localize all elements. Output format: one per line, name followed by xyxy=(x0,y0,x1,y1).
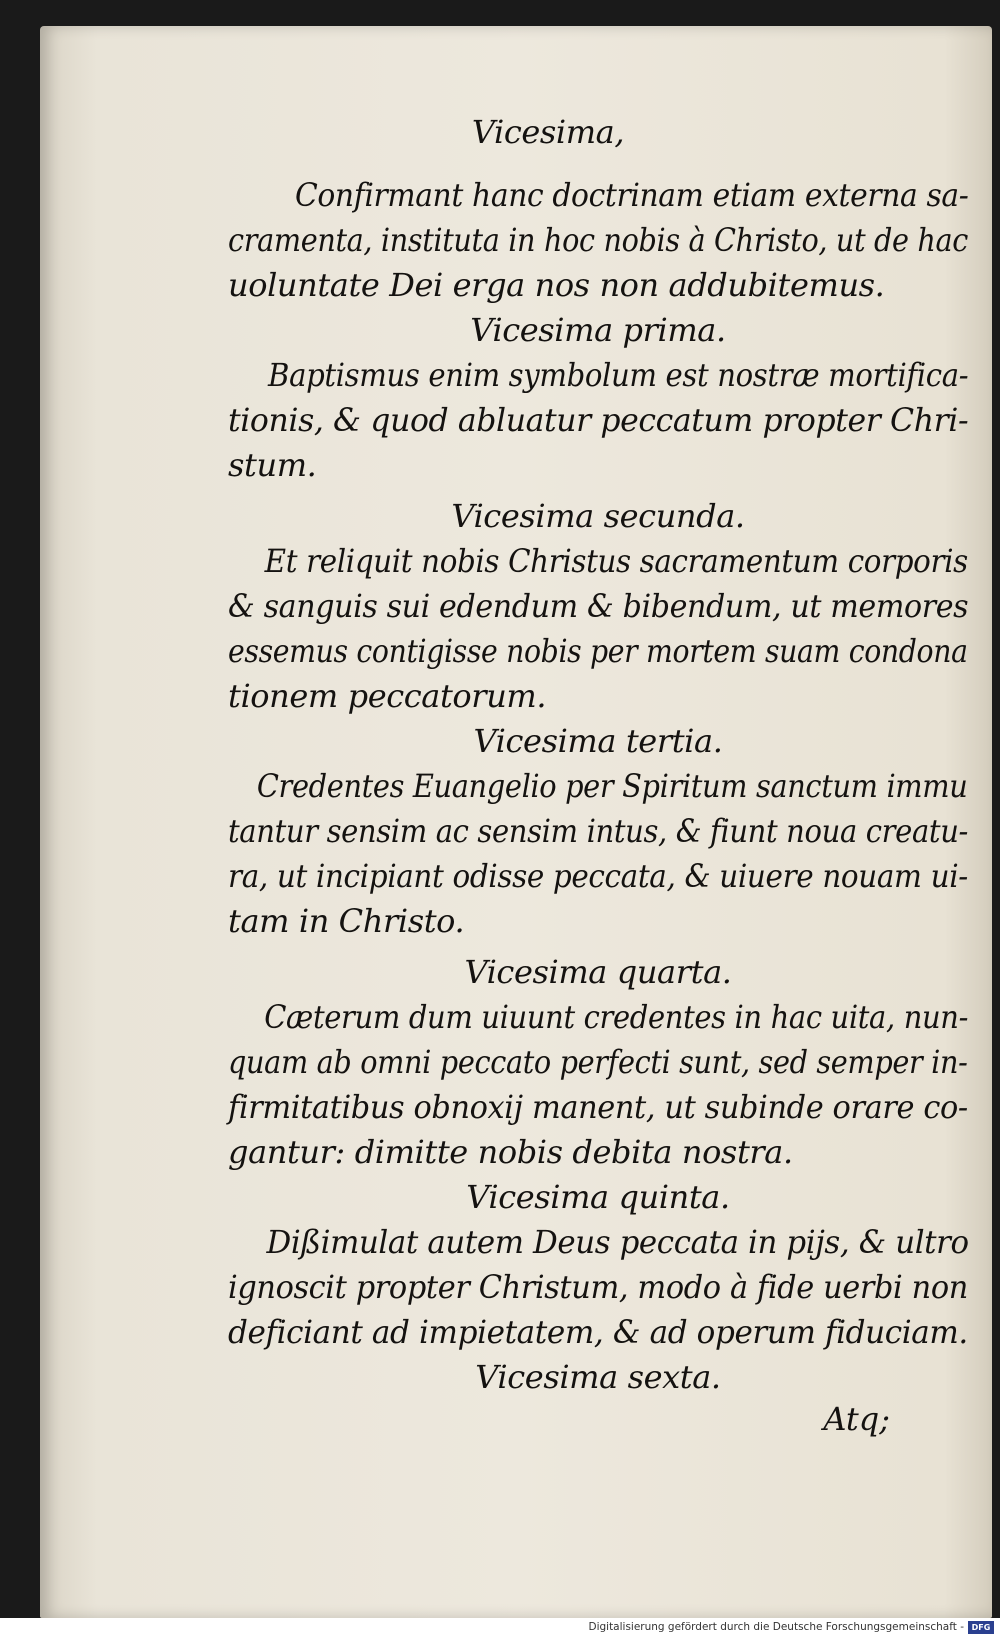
text-line: gantur: dimitte nobis debita nostra. xyxy=(228,1133,793,1171)
section-heading: Vicesima secunda. xyxy=(451,497,745,535)
paragraph xyxy=(228,764,968,944)
text-line: Et reliquit nobis Christus sacramentum corporis xyxy=(264,542,968,580)
text-line: Dißimulat autem Deus peccata in pijs, & ultro xyxy=(266,1223,969,1261)
text-line: Confirmant hanc doctrinam etiam externa sa- xyxy=(294,176,969,214)
text-line: firmitatibus obnoxij manent, ut subinde orare co- xyxy=(228,1088,968,1126)
text-line: & sanguis sui edendum & bibendum, ut memores xyxy=(228,587,969,625)
section xyxy=(248,110,968,155)
paragraph xyxy=(228,353,968,488)
page-text xyxy=(228,110,968,1400)
paragraph xyxy=(228,1220,968,1355)
text-line: stum. xyxy=(228,446,317,484)
section-heading: Vicesima quarta. xyxy=(464,953,732,991)
text-line: Baptismus enim symbolum est nostræ mortifica- xyxy=(268,356,969,394)
text-line: uoluntate Dei erga nos non addubitemus. xyxy=(228,266,885,304)
dfg-logo: DFG xyxy=(968,1621,994,1634)
paragraph xyxy=(228,995,968,1175)
section-heading: Vicesima sexta. xyxy=(475,1358,721,1396)
text-line: tantur sensim ac sensim intus, & fiunt noua creatu- xyxy=(228,812,968,850)
digitization-footer xyxy=(0,1618,1000,1637)
text-line: essemus contigisse nobis per mortem suam condona xyxy=(228,632,968,670)
section-heading: Vicesima tertia. xyxy=(473,722,723,760)
text-line: Credentes Euangelio per Spiritum sanctum immu xyxy=(256,767,968,805)
text-line: Cæterum dum uiuunt credentes in hac uita, nun- xyxy=(264,998,969,1036)
paragraph xyxy=(228,173,968,308)
section-heading: Vicesima, xyxy=(471,113,625,151)
text-line: tam in Christo. xyxy=(228,902,465,940)
text-line: ra, ut incipiant odisse peccata, & uiuere nouam ui- xyxy=(228,857,968,895)
catchword: Atq; xyxy=(823,1400,890,1438)
paragraph xyxy=(228,539,968,719)
text-line: deficiant ad impietatem, & ad operum fiduciam. xyxy=(228,1313,968,1351)
text-line: quam ab omni peccato perfecti sunt, sed semper in- xyxy=(228,1043,968,1081)
text-line: tionis, & quod abluatur peccatum propter Chri- xyxy=(228,401,969,439)
text-line: tionem peccatorum. xyxy=(228,677,547,715)
text-line: ignoscit propter Christum, modo à fide uerbi non xyxy=(228,1268,968,1306)
section-heading: Vicesima quinta. xyxy=(466,1178,730,1216)
text-line: cramenta, instituta in hoc nobis à Christo, ut de hac xyxy=(228,221,969,259)
footer-text: Digitalisierung gefördert durch die Deutsche Forschungsgemeinschaft - xyxy=(588,1621,964,1633)
section-heading: Vicesima prima. xyxy=(470,311,726,349)
